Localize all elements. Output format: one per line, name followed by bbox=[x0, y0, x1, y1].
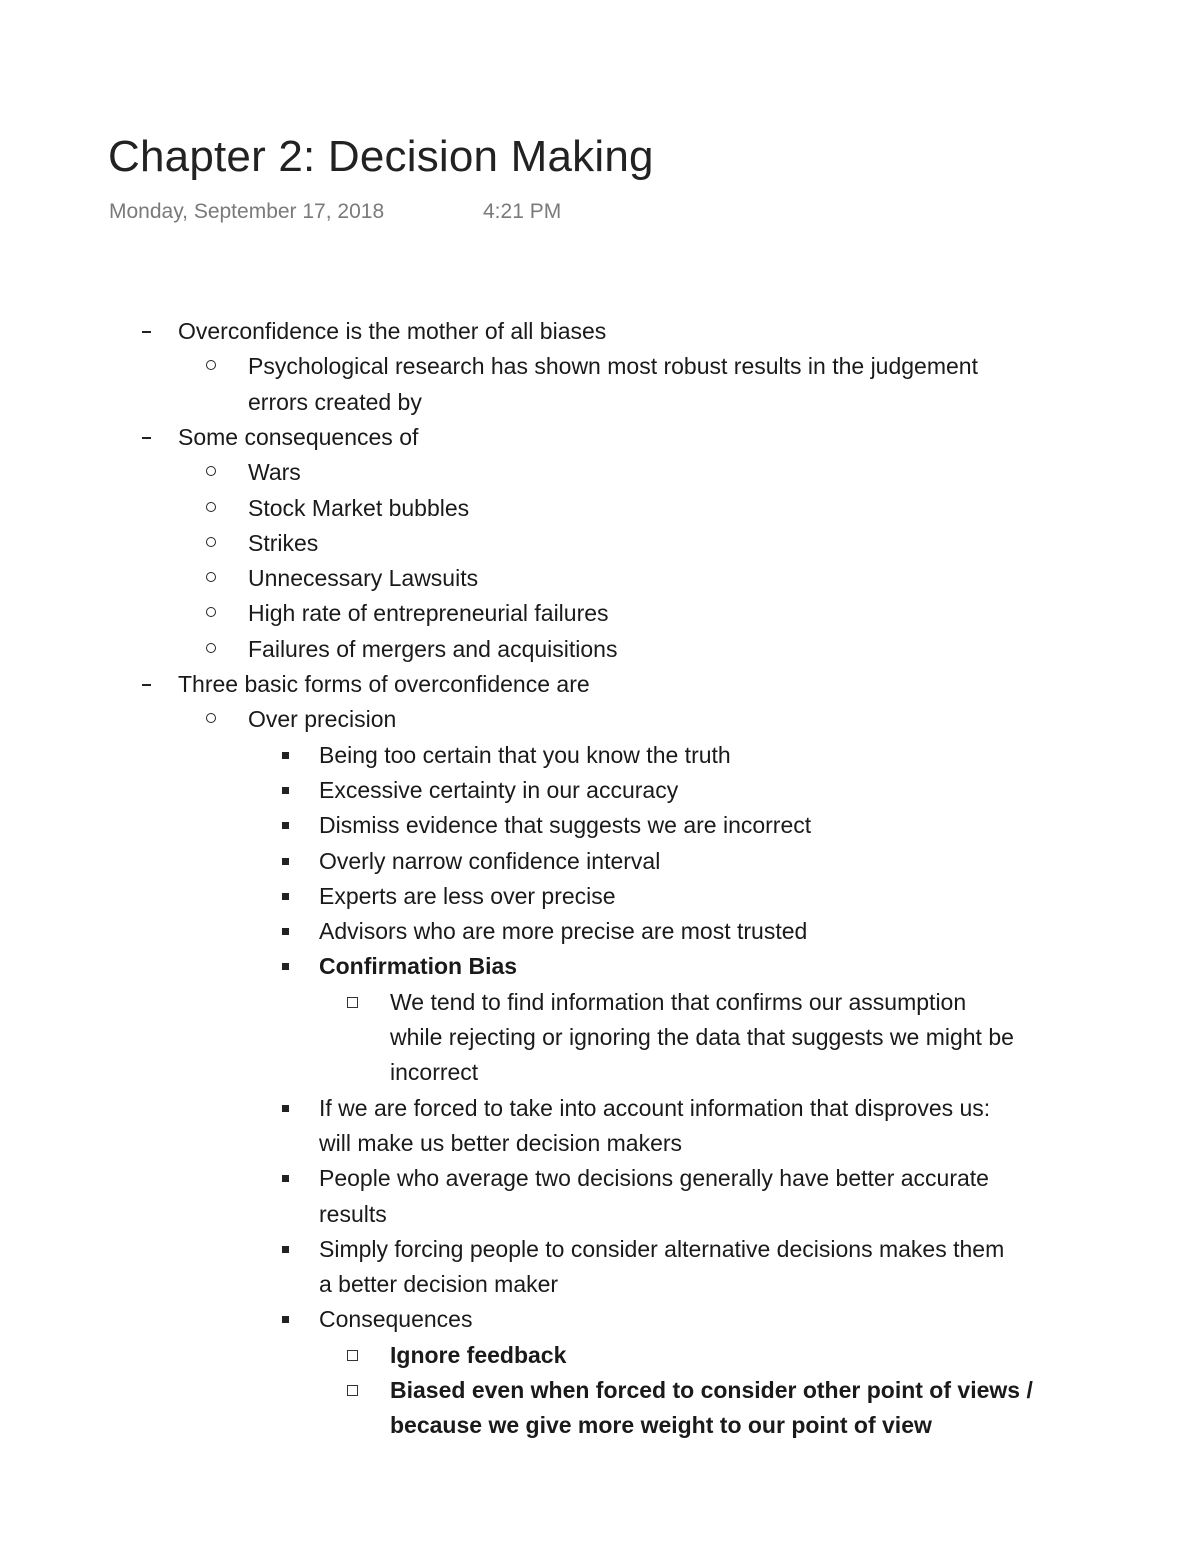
outline-text: High rate of entrepreneurial failures bbox=[248, 600, 609, 627]
page-date: Monday, September 17, 2018 bbox=[109, 200, 385, 223]
outline-text: Unnecessary Lawsuits bbox=[248, 565, 479, 592]
outline-text: errors created by bbox=[248, 388, 422, 415]
outline-text: because we give more weight to our point of view bbox=[390, 1412, 932, 1439]
outline-text: Over precision bbox=[248, 706, 397, 733]
square-bullet-icon bbox=[282, 822, 289, 829]
square-bullet-icon bbox=[282, 1316, 289, 1323]
dash-bullet-icon bbox=[142, 684, 151, 686]
circle-bullet-icon bbox=[206, 572, 216, 582]
square-bullet-icon bbox=[282, 893, 289, 900]
outline-text: Stock Market bubbles bbox=[248, 494, 470, 521]
outline-text: Confirmation Bias bbox=[319, 953, 518, 980]
circle-bullet-icon bbox=[206, 360, 216, 370]
checkbox-bullet-icon[interactable] bbox=[347, 997, 358, 1008]
circle-bullet-icon bbox=[206, 466, 216, 476]
outline-text: We tend to find information that confirms our assumption bbox=[390, 988, 967, 1015]
outline-text: incorrect bbox=[390, 1059, 479, 1086]
square-bullet-icon bbox=[282, 928, 289, 935]
outline-text: while rejecting or ignoring the data that suggests we might be bbox=[390, 1024, 1014, 1050]
square-bullet-icon bbox=[282, 1175, 289, 1182]
dash-bullet-icon bbox=[142, 437, 151, 439]
outline-text: Failures of mergers and acquisitions bbox=[248, 635, 618, 662]
outline-text: Some consequences of bbox=[178, 423, 419, 450]
dash-bullet-icon bbox=[142, 331, 151, 333]
outline-text: Dismiss evidence that suggests we are incorrect bbox=[319, 812, 812, 839]
outline-text: Excessive certainty in our accuracy bbox=[319, 776, 679, 803]
outline-text: Wars bbox=[248, 459, 301, 486]
square-bullet-icon bbox=[282, 1105, 289, 1112]
outline-text: People who average two decisions generally have better accurate bbox=[319, 1165, 989, 1192]
outline-text: Three basic forms of overconfidence are bbox=[178, 671, 590, 697]
page-timestamp bbox=[109, 200, 562, 224]
outline-text: results bbox=[319, 1200, 387, 1227]
square-bullet-icon bbox=[282, 1246, 289, 1253]
outline-text: Strikes bbox=[248, 529, 319, 556]
square-bullet-icon bbox=[282, 752, 289, 759]
outline-text: Psychological research has shown most robust results in the judgement bbox=[248, 353, 978, 380]
outline-text: will make us better decision makers bbox=[319, 1129, 683, 1156]
page-time: 4:21 PM bbox=[483, 200, 562, 223]
checkbox-bullet-icon[interactable] bbox=[347, 1385, 358, 1396]
outline-text: Being too certain that you know the truth bbox=[319, 741, 731, 768]
checkbox-bullet-icon[interactable] bbox=[347, 1350, 358, 1361]
circle-bullet-icon bbox=[206, 537, 216, 547]
square-bullet-icon bbox=[282, 963, 289, 970]
outline-text: Biased even when forced to consider other point of views / bbox=[390, 1377, 1033, 1403]
circle-bullet-icon bbox=[206, 502, 216, 512]
outline-text: Overconfidence is the mother of all biases bbox=[178, 318, 607, 344]
outline-text: Consequences bbox=[319, 1306, 473, 1333]
outline-text: Experts are less over precise bbox=[319, 882, 616, 909]
outline-text: Overly narrow confidence interval bbox=[319, 847, 661, 874]
page-title: Chapter 2: Decision Making bbox=[108, 132, 654, 181]
outline-text: Ignore feedback bbox=[390, 1341, 567, 1368]
outline-text: Simply forcing people to consider alternative decisions makes them bbox=[319, 1235, 1005, 1262]
outline-text: Advisors who are more precise are most trusted bbox=[319, 918, 808, 945]
outline-text: a better decision maker bbox=[319, 1271, 559, 1298]
circle-bullet-icon bbox=[206, 607, 216, 617]
circle-bullet-icon bbox=[206, 643, 216, 653]
square-bullet-icon bbox=[282, 787, 289, 794]
square-bullet-icon bbox=[282, 858, 289, 865]
outline-text: If we are forced to take into account information that disproves us: bbox=[319, 1094, 991, 1121]
circle-bullet-icon bbox=[206, 713, 216, 723]
